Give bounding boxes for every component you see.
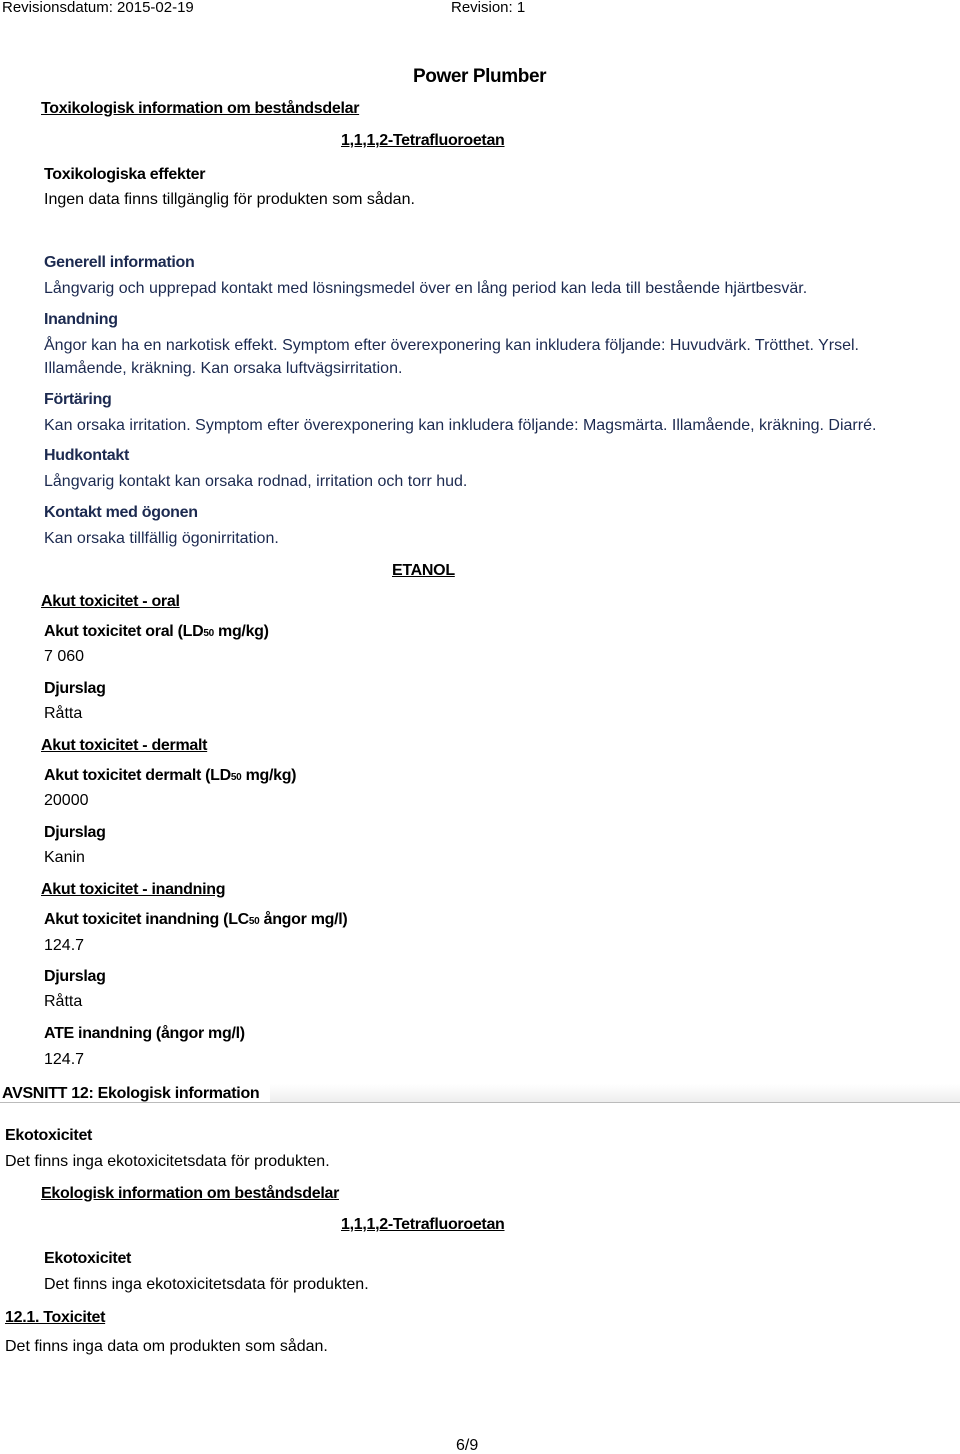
species-dermal: Kanin — [44, 849, 85, 866]
acute-inhalation-heading: Akut toxicitet - inandning — [41, 881, 226, 898]
general-info-heading: Generell information — [44, 254, 195, 271]
page-number: 6/9 — [456, 1437, 479, 1454]
toxicity-heading: 12.1. Toxicitet — [5, 1309, 106, 1326]
acute-oral-heading: Akut toxicitet - oral — [41, 593, 180, 610]
ate-inhalation-label: ATE inandning (ångor mg/l) — [44, 1025, 245, 1042]
product-name: Power Plumber — [413, 66, 547, 87]
inhalation-text-1: Ångor kan ha en narkotisk effekt. Symptom efter överexponering kan inkludera följande: Huvudvärk. Trötthet. Yrsel. — [44, 337, 859, 354]
inhalation-heading: Inandning — [44, 311, 118, 328]
toxicity-text: Det finns inga data om produkten som sådan. — [5, 1338, 328, 1355]
species-label-oral: Djurslag — [44, 680, 106, 697]
eye-contact-heading: Kontakt med ögonen — [44, 504, 198, 521]
tox-substance-name: 1,1,1,2-Tetrafluoroetan — [341, 132, 505, 149]
acute-oral-value: 7 060 — [44, 648, 85, 665]
ecotox-heading: Ekotoxicitet — [5, 1127, 93, 1144]
acute-oral-label: Akut toxicitet oral (LD50 mg/kg) — [44, 623, 269, 640]
section-band-rule — [0, 1102, 960, 1103]
ingestion-text: Kan orsaka irritation. Symptom efter överexponering kan inkludera följande: Magsmärta. Illamående, kräkning. Diarré. — [44, 417, 877, 434]
ingestion-heading: Förtäring — [44, 391, 112, 408]
ethanol-name: ETANOL — [392, 562, 455, 579]
revision-date: Revisionsdatum: 2015-02-19 — [2, 0, 194, 16]
eco-components-heading: Ekologisk information om beståndsdelar — [41, 1185, 339, 1202]
acute-inhalation-label: Akut toxicitet inandning (LC50 ångor mg/l) — [44, 911, 348, 928]
eco-substance-name: 1,1,1,2-Tetrafluoroetan — [341, 1216, 505, 1233]
section-band-shade — [270, 1084, 960, 1102]
species-label-dermal: Djurslag — [44, 824, 106, 841]
sub-ecotox-heading: Ekotoxicitet — [44, 1250, 132, 1267]
species-inhalation: Råtta — [44, 993, 83, 1010]
skin-contact-heading: Hudkontakt — [44, 447, 130, 464]
ecotox-text: Det finns inga ekotoxicitetsdata för produkten. — [5, 1153, 330, 1170]
tox-components-heading: Toxikologisk information om beståndsdelar — [41, 100, 360, 117]
eye-contact-text: Kan orsaka tillfällig ögonirritation. — [44, 530, 279, 547]
species-oral: Råtta — [44, 705, 83, 722]
species-label-inhalation: Djurslag — [44, 968, 106, 985]
inhalation-text-2: Illamående, kräkning. Kan orsaka luftvägsirritation. — [44, 360, 403, 377]
ate-inhalation-value: 124.7 — [44, 1051, 85, 1068]
section-12-title: AVSNITT 12: Ekologisk information — [2, 1085, 260, 1102]
general-info-text: Långvarig och upprepad kontakt med lösningsmedel över en lång period kan leda till bestående hjärtbesvär. — [44, 280, 808, 297]
revision-number: Revision: 1 — [451, 0, 526, 16]
tox-effects-heading: Toxikologiska effekter — [44, 166, 206, 183]
acute-dermal-heading: Akut toxicitet - dermalt — [41, 737, 208, 754]
sub-ecotox-text: Det finns inga ekotoxicitetsdata för produkten. — [44, 1276, 369, 1293]
acute-inhalation-value: 124.7 — [44, 937, 85, 954]
acute-dermal-value: 20000 — [44, 792, 89, 809]
skin-contact-text: Långvarig kontakt kan orsaka rodnad, irritation och torr hud. — [44, 473, 468, 490]
tox-effects-text: Ingen data finns tillgänglig för produkten som sådan. — [44, 191, 415, 208]
acute-dermal-label: Akut toxicitet dermalt (LD50 mg/kg) — [44, 767, 297, 784]
